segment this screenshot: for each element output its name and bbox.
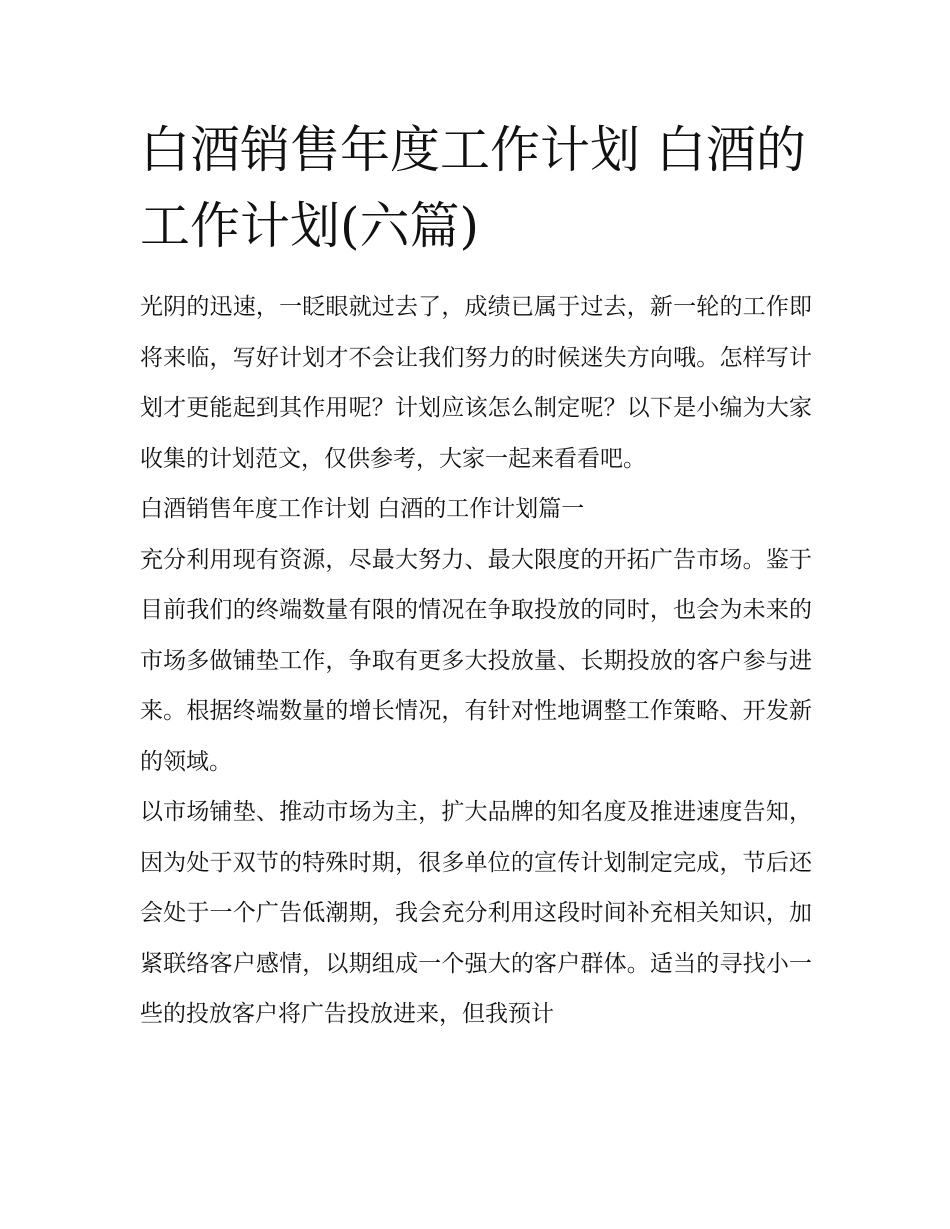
paragraph-intro: 光阴的迅速，一眨眼就过去了，成绩已属于过去，新一轮的工作即将来临，写好计划才不会让我们努力的时候迷失方向哦。怎样写计划才更能起到其作用呢？计划应该怎么制定呢？以下是小编为大家收集的计划范文，仅供参考，大家一起来看看吧。 [140, 294, 812, 472]
section-heading: 白酒销售年度工作计划 白酒的工作计划篇一 [140, 496, 585, 522]
document-page [140, 112, 812, 1040]
paragraph-body-1: 充分利用现有资源，尽最大努力、最大限度的开拓广告市场。鉴于目前我们的终端数量有限的情况在争取投放的同时，也会为未来的市场多做铺垫工作，争取有更多大投放量、长期投放的客户参与进来。根据终端数量的增长情况，有针对性地调整工作策略、开发新的领域。 [140, 546, 812, 775]
paragraph-body-2: 以市场铺垫、推动市场为主，扩大品牌的知名度及推进速度告知，因为处于双节的特殊时期，很多单位的宣传计划制定完成，节后还会处于一个广告低潮期，我会充分利用这段时间补充相关知识，加紧联络客户感情，以期组成一个强大的客户群体。适当的寻找小一些的投放客户将广告投放进来，但我预计 [140, 799, 812, 1027]
document-title: 白酒销售年度工作计划 白酒的工作计划(六篇) [140, 121, 806, 255]
